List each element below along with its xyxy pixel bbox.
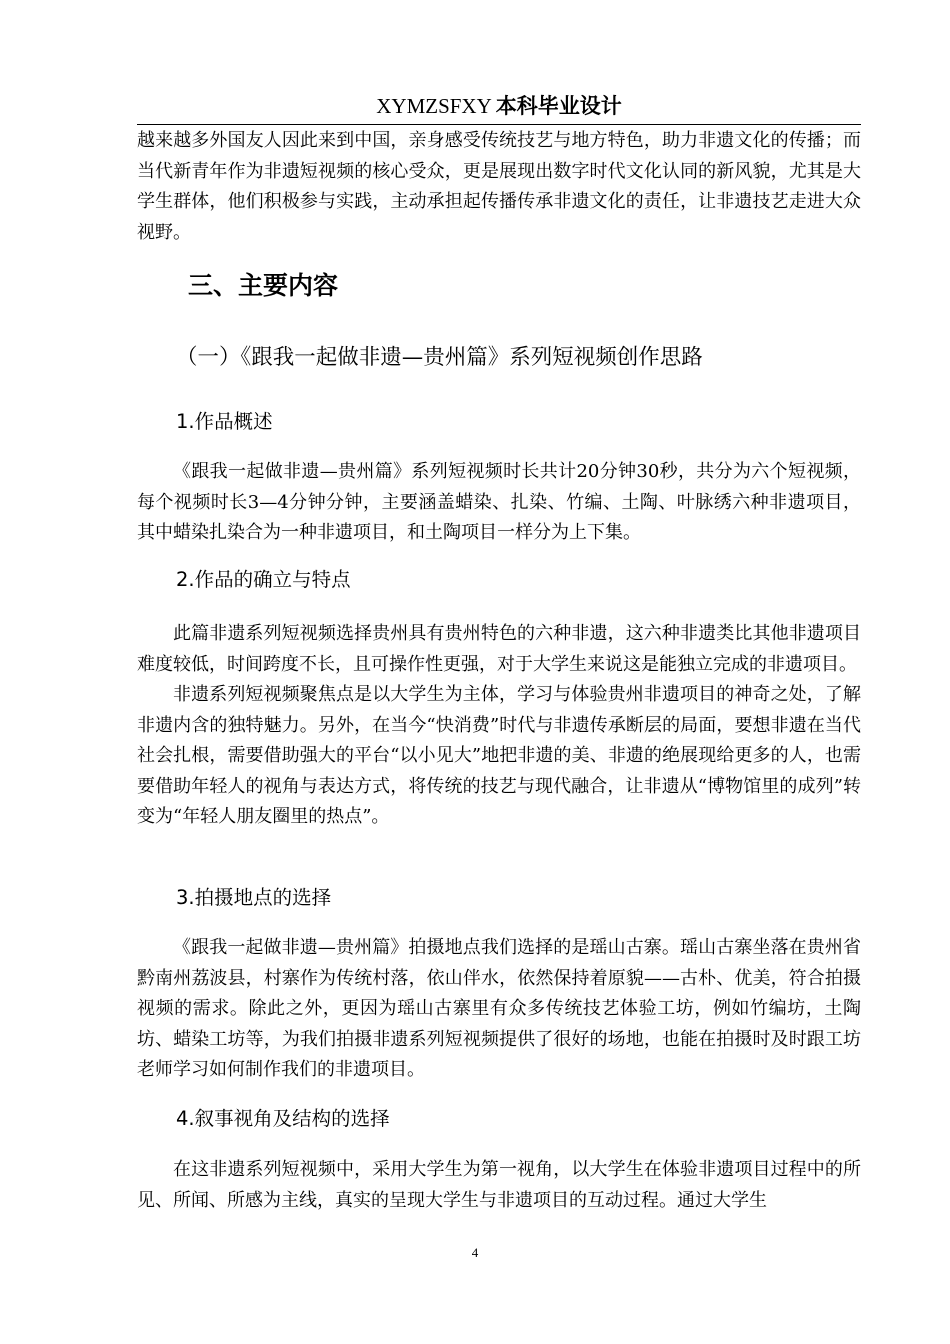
item-heading-1: 1.作品概述 bbox=[176, 410, 273, 433]
paragraph: 非遗系列短视频聚焦点是以大学生为主体，学习与体验贵州非遗项目的神奇之处，了解非遗内含的独特魅力。另外，在当今“快消费”时代与非遗传承断层的局面，要想非遗在当代社会扎根，需要借助强大的平台“以小见大”地把非遗的美、非遗的绝展现给更多的人，也需要借助年轻人的视角与表达方式，将传统的技艺与现代融合，让非遗从“博物馆里的成列”转变为“年轻人朋友圈里的热点”。 bbox=[137, 684, 861, 827]
paragraph: 《跟我一起做非遗—贵州篇》系列短视频时长共计20分钟30秒，共分为六个短视频，每个视频时长3—4分钟分钟，主要涵盖蜡染、扎染、竹编、土陶、叶脉绣六种非遗项目，其中蜡染扎染合为一种非遗项目，和土陶项目一样分为上下集。 bbox=[137, 461, 861, 543]
header-rule bbox=[137, 124, 861, 125]
page-number: 4 bbox=[471, 1245, 479, 1260]
paragraph: 《跟我一起做非遗—贵州篇》拍摄地点我们选择的是瑶山古寨。瑶山古寨坐落在贵州省黔南州荔波县，村寨作为传统村落，依山伴水，依然保持着原貌——古朴、优美，符合拍摄视频的需求。除此之外，更因为瑶山古寨里有众多传统技艺体验工坊，例如竹编坊，土陶坊、蜡染工坊等，为我们拍摄非遗系列短视频提供了很好的场地，也能在拍摄时及时跟工坊老师学习如何制作我们的非遗项目。 bbox=[137, 937, 861, 1080]
intro-paragraph bbox=[137, 126, 861, 248]
item-heading-4: 4.叙事视角及结构的选择 bbox=[176, 1107, 390, 1130]
paragraph: 此篇非遗系列短视频选择贵州具有贵州特色的六种非遗，这六种非遗类比其他非遗项目难度较低，时间跨度不长，且可操作性更强，对于大学生来说这是能独立完成的非遗项目。 bbox=[137, 623, 861, 675]
item-2-body bbox=[137, 619, 861, 833]
header-title: 本科毕业设计 bbox=[495, 94, 622, 118]
subsection-title: （一）《跟我一起做非遗—贵州篇》系列短视频创作思路 bbox=[176, 345, 703, 370]
item-4-body bbox=[137, 1155, 861, 1216]
section-title: 三、主要内容 bbox=[188, 271, 339, 300]
paragraph: 在这非遗系列短视频中，采用大学生为第一视角，以大学生在体验非遗项目过程中的所见、所闻、所感为主线，真实的呈现大学生与非遗项目的互动过程。通过大学生 bbox=[137, 1159, 861, 1211]
item-3-body bbox=[137, 933, 861, 1086]
paragraph: 越来越多外国友人因此来到中国，亲身感受传统技艺与地方特色，助力非遗文化的传播；而当代新青年作为非遗短视频的核心受众，更是展现出数字时代文化认同的新风貌，尤其是大学生群体，他们积极参与实践，主动承担起传播传承非遗文化的责任，让非遗技艺走进大众视野。 bbox=[137, 130, 861, 243]
page-header bbox=[137, 92, 861, 120]
header-code: XYMZSFXY bbox=[376, 94, 492, 118]
item-1-body bbox=[137, 457, 861, 549]
item-heading-3: 3.拍摄地点的选择 bbox=[176, 886, 332, 909]
item-heading-2: 2.作品的确立与特点 bbox=[176, 568, 351, 591]
